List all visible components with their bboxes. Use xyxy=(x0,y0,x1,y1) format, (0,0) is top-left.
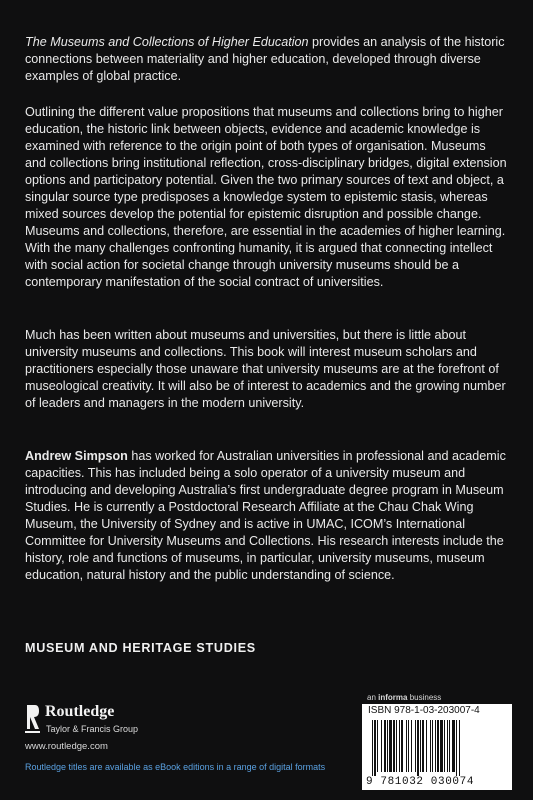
publisher-subtitle: Taylor & Francis Group xyxy=(46,724,139,734)
informa-prefix: an xyxy=(367,693,379,702)
barcode-digits: 9 781032 030074 xyxy=(366,776,475,788)
audience-text: Much has been written about museums and universities, but there is little about university museums and collections. This book will interest museum scholars and practitioners especially those unaware that university museums are at the forefront of museological creativity. It will also be of interest to academics and the growing number of leaders and managers in the modern university. xyxy=(25,328,506,410)
author-bio xyxy=(25,448,510,584)
author-name: Andrew Simpson xyxy=(25,449,128,463)
isbn-label: ISBN 978-1-03-203007-4 xyxy=(368,705,480,716)
audience-paragraph xyxy=(25,327,510,412)
description-paragraph xyxy=(25,104,510,291)
intro-text: provides an analysis of the historic connections between materiality and higher education, developed through diverse examples of global practice. xyxy=(25,35,505,83)
informa-business xyxy=(367,693,441,702)
author-bio-text: has worked for Australian universities in professional and academic capacities. This has included being a solo operator of a university museum and introducing and developing Australia’s first undergraduate degree program in Museum Studies. He is currently a Postdoctoral Research Affiliate at the Chau Chak Wing Museum, the University of Sydney and is active in UMAC, ICOM’s International Committee for University Museums and Collections. His research interests include the history, role and functions of museums, in particular, university museums, museum education, natural history and the public understanding of science. xyxy=(25,449,506,582)
ebook-note: Routledge titles are available as eBook editions in a range of digital formats xyxy=(25,762,326,772)
publisher-url[interactable]: www.routledge.com xyxy=(25,741,108,752)
publisher-name: Routledge xyxy=(45,703,115,720)
informa-suffix: business xyxy=(407,693,442,702)
series-title: MUSEUM AND HERITAGE STUDIES xyxy=(25,641,256,655)
description-text: Outlining the different value propositions that museums and collections bring to higher education, the historic link between objects, evidence and academic knowledge is examined with reference to the origin point of both types of organisation. Museums and collections bring institutional reflection, cross-disciplinary bridges, digital extension options and participatory potential. Given the two primary sources of text and object, a singular source type predisposes a knowledge system to epistemic stasis, whereas mixed sources develop the potential for epistemic disruption and possible change. Museums and collections, therefore, are essential in the academies of higher learning. With the many challenges confronting humanity, it is argued that connecting intellect with social action for societal change through university museums should be a contemporary manifestation of the social contract of universities. xyxy=(25,105,507,289)
book-title: The Museums and Collections of Higher Education xyxy=(25,35,309,49)
intro-paragraph xyxy=(25,34,510,85)
routledge-logo-icon xyxy=(25,703,41,737)
barcode-icon xyxy=(370,720,506,776)
informa-bold: informa xyxy=(378,693,408,702)
